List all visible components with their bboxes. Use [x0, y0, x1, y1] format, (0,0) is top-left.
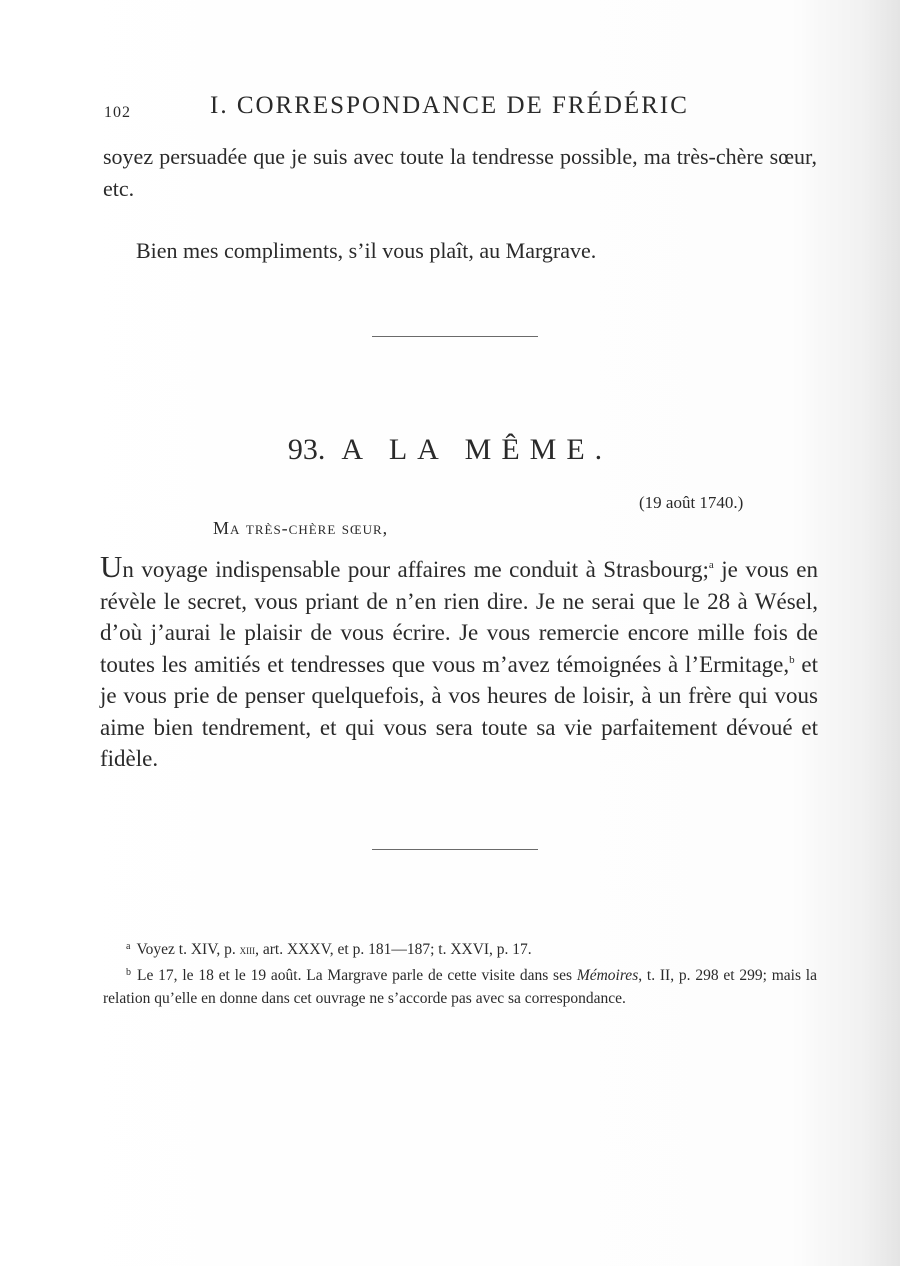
letter-date: (19 août 1740.) [639, 493, 744, 512]
footnote-ref-a[interactable]: a [708, 559, 714, 571]
section-divider [372, 336, 538, 337]
postscript: Bien mes compliments, s’il vous plaît, au Margrave. [136, 238, 597, 263]
footnote-ref-b[interactable]: b [789, 653, 795, 666]
body-text-1: n voyage indispensable pour affaires me conduit à Strasbourg; [122, 557, 709, 582]
footnote-marker: b [126, 967, 131, 978]
footnote-text: Voyez t. XIV, p. [136, 941, 240, 958]
salutation: Ma très-chère sœur, [213, 518, 389, 538]
footnote-marker: a [126, 941, 131, 952]
letter-number: 93. [287, 433, 326, 466]
page-number: 102 [104, 104, 131, 121]
body-text-2: je vous en révèle le secret, vous priant de n’en rien dire. Je ne serai que le 28 à Wésel, d’où j’aurai le plaisir de vous écrire. Je vous remercie encore mille fois de toutes les amitiés et tendresses que vous m’avez témoignées à l’Ermitage, [100, 557, 818, 677]
body-text-3: et je vous prie de penser quelquefois, à vos heures de loisir, à un frère qui vous aime bien tendrement, et qui vous sera toute sa vie parfaitement dévoué et fidèle. [100, 651, 818, 771]
footnote-text: , art. XXXV, et p. 181—187; t. XXVI, p. 17. [255, 941, 532, 958]
footnotes [103, 935, 817, 1010]
footnote-b [103, 961, 817, 1010]
letter-body [100, 549, 818, 775]
drop-cap: U [100, 549, 123, 584]
footnote-text-italic: Mémoires [576, 967, 639, 984]
footnote-a [103, 935, 817, 961]
running-title: I. CORRESPONDANCE DE FRÉDÉRIC [210, 92, 689, 119]
footnote-text: , t. II, p. 298 et 299; mais la relation qu’elle en donne dans cet ouvrage ne s’accorde pas avec sa correspondance. [103, 967, 817, 1007]
section-divider-bottom [372, 849, 538, 850]
footnote-text-smallcaps: xiii [239, 942, 256, 957]
running-head [104, 92, 824, 126]
letter-heading [0, 433, 900, 467]
previous-letter-closing: soyez persuadée que je suis avec toute la tendresse possible, ma très-chère sœur, etc. [103, 144, 817, 201]
letter-title: A LA MÊME. [341, 433, 613, 466]
footnote-text: Le 17, le 18 et le 19 août. La Margrave parle de cette visite dans ses [137, 967, 577, 984]
